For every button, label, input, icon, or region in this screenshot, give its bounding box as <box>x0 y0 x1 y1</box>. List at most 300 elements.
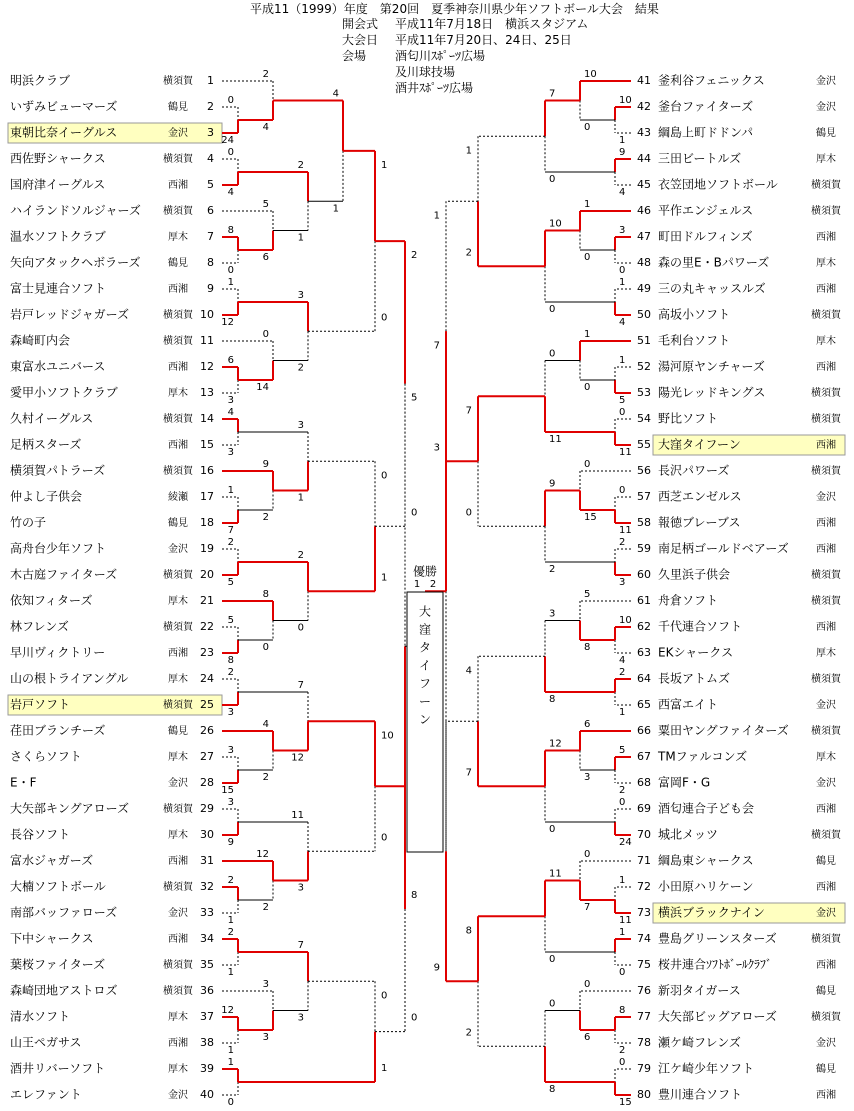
team-city: 厚木 <box>168 232 188 243</box>
score-label: 10 <box>584 69 597 80</box>
score-label: 2 <box>227 667 234 678</box>
score-label: 7 <box>584 902 591 913</box>
score-label: 24 <box>619 837 632 848</box>
team-number: 32 <box>200 880 214 893</box>
team-city: 西湘 <box>816 622 836 633</box>
team-number: 73 <box>637 906 651 919</box>
score-label: 5 <box>619 395 626 406</box>
team-number: 14 <box>200 412 214 425</box>
team-number: 21 <box>200 594 214 607</box>
score-label: 6 <box>584 719 591 730</box>
team-city: 横須賀 <box>163 570 193 581</box>
team-name: 城北メッツ <box>658 827 719 842</box>
team-number: 31 <box>200 854 214 867</box>
team-city: 横須賀 <box>811 388 841 399</box>
score-label: 8 <box>549 694 556 705</box>
team-name: 森崎町内会 <box>10 333 71 348</box>
team-city: 横須賀 <box>811 1012 841 1023</box>
score-label: 5 <box>227 577 234 588</box>
team-name: 舟倉ソフト <box>658 593 719 608</box>
score-label: 0 <box>584 252 591 263</box>
score-label: 24 <box>221 135 234 146</box>
team-name: 富士見連合ソフト <box>10 281 107 296</box>
score-label: 9 <box>619 147 626 158</box>
score-label: 3 <box>227 797 234 808</box>
team-city: 西湘 <box>816 804 836 815</box>
score-label: 3 <box>262 979 269 990</box>
team-city: 厚木 <box>168 1012 188 1023</box>
score-label: 5 <box>584 589 591 600</box>
team-name: 酒井リバーソフト <box>10 1061 106 1076</box>
score-label: 0 <box>619 265 626 276</box>
team-city: 金沢 <box>816 778 836 789</box>
team-city: 厚木 <box>168 1064 188 1075</box>
team-city: 鶴見 <box>168 726 188 737</box>
team-number: 59 <box>637 542 651 555</box>
score-label: 7 <box>297 940 304 951</box>
score-label: 1 <box>381 572 388 584</box>
score-label: 2 <box>465 247 472 259</box>
team-city: 横須賀 <box>163 466 193 477</box>
team-name: ハイランドソルジャーズ <box>10 203 141 218</box>
score-label: 2 <box>619 785 626 796</box>
team-name: 早川ヴィクトリー <box>10 645 106 660</box>
team-name: 富水ジャガーズ <box>10 853 94 868</box>
team-name: 横浜ブラックナイン <box>658 905 765 920</box>
score-label: 6 <box>262 252 269 263</box>
score-label: 4 <box>262 719 269 730</box>
team-number: 38 <box>200 1036 214 1049</box>
champion-name-char: フ <box>418 676 432 691</box>
team-name: 山王ペガサス <box>10 1035 82 1050</box>
team-city: 西湘 <box>168 284 188 295</box>
score-label: 4 <box>262 122 269 133</box>
team-name: 荏田ブランチーズ <box>10 723 106 738</box>
team-city: 厚木 <box>816 752 836 763</box>
score-label: 12 <box>549 738 562 750</box>
team-city: 横須賀 <box>163 622 193 633</box>
team-number: 27 <box>200 750 214 763</box>
score-label: 3 <box>549 608 556 620</box>
team-city: 西湘 <box>168 362 188 373</box>
team-name: 明浜クラブ <box>10 73 71 88</box>
score-label: 12 <box>221 1005 234 1016</box>
score-label: 0 <box>584 122 591 133</box>
score-label: 15 <box>221 785 234 796</box>
team-name: 江ケ崎少年ソフト <box>658 1061 755 1076</box>
score-label: 7 <box>227 525 234 536</box>
score-label: 0 <box>549 304 556 315</box>
team-city: 横須賀 <box>163 882 193 893</box>
score-label: 0 <box>227 1097 234 1108</box>
score-label: 2 <box>262 772 269 783</box>
team-number: 35 <box>200 958 214 971</box>
team-number: 61 <box>637 594 651 607</box>
score-label: 3 <box>227 707 234 718</box>
team-city: 金沢 <box>168 1090 188 1101</box>
score-label: 2 <box>227 537 234 548</box>
score-label: 1 <box>227 967 234 978</box>
score-label: 0 <box>381 470 388 482</box>
team-city: 金沢 <box>168 544 188 555</box>
team-name: 衣笠団地ソフトボール <box>658 177 778 192</box>
score-label: 2 <box>549 564 556 575</box>
champion-name-char: 大 <box>418 604 432 619</box>
score-label: 1 <box>619 355 626 366</box>
score-label: 0 <box>619 407 626 418</box>
team-name: 瀬ケ崎フレンズ <box>658 1035 741 1050</box>
score-label: 0 <box>619 967 626 978</box>
team-city: 西湘 <box>168 648 188 659</box>
score-label: 9 <box>433 962 440 974</box>
team-name: 三田ビートルズ <box>658 151 742 166</box>
team-number: 24 <box>200 672 214 685</box>
score-label: 3 <box>619 577 626 588</box>
team-city: 横須賀 <box>811 726 841 737</box>
team-name: 山の根トライアングル <box>10 671 129 686</box>
team-number: 78 <box>637 1036 651 1049</box>
team-city: 西湘 <box>816 1090 836 1101</box>
team-number: 44 <box>637 152 651 165</box>
days-label: 大会日 <box>342 33 379 47</box>
score-label: 0 <box>619 1057 626 1068</box>
team-number: 80 <box>637 1088 651 1101</box>
score-label: 7 <box>433 340 440 352</box>
team-number: 71 <box>637 854 651 867</box>
score-label: 1 <box>332 203 339 215</box>
team-name: 野比ソフト <box>658 411 719 426</box>
team-city: 西湘 <box>168 180 188 191</box>
final-score-left: 1 <box>413 579 421 590</box>
team-number: 55 <box>637 438 651 451</box>
score-label: 0 <box>584 849 591 860</box>
score-label: 8 <box>584 642 591 653</box>
score-label: 3 <box>433 442 440 454</box>
score-label: 3 <box>262 1032 269 1043</box>
team-city: 鶴見 <box>816 856 836 867</box>
score-label: 2 <box>465 1027 472 1039</box>
team-number: 30 <box>200 828 214 841</box>
score-label: 1 <box>227 1045 234 1056</box>
team-name: 釜台ファイターズ <box>658 99 754 114</box>
team-number: 45 <box>637 178 651 191</box>
team-city: 西湘 <box>816 284 836 295</box>
team-name: 大楠ソフトボール <box>10 879 106 894</box>
score-label: 10 <box>619 95 632 106</box>
team-number: 79 <box>637 1062 651 1075</box>
score-label: 6 <box>584 1032 591 1043</box>
team-number: 6 <box>207 204 214 217</box>
team-number: 41 <box>637 74 651 87</box>
score-label: 3 <box>297 420 304 431</box>
team-name: 愛甲小ソフトクラブ <box>10 385 118 400</box>
team-number: 10 <box>200 308 214 321</box>
team-city: 西湘 <box>168 440 188 451</box>
team-number: 43 <box>637 126 651 139</box>
team-city: 鶴見 <box>816 1064 836 1075</box>
team-number: 29 <box>200 802 214 815</box>
team-name: 陽光レッドキングス <box>658 385 766 400</box>
score-label: 9 <box>262 459 269 470</box>
team-name: 矢向アタックヘボラーズ <box>10 255 141 270</box>
score-label: 7 <box>465 767 472 779</box>
champion-name-char: イ <box>418 658 432 673</box>
score-label: 2 <box>297 362 304 374</box>
team-name: 報徳ブレーブス <box>658 515 741 530</box>
team-city: 横須賀 <box>163 76 193 87</box>
champion-name-char: タ <box>418 640 432 655</box>
team-number: 12 <box>200 360 214 373</box>
team-city: 横須賀 <box>163 700 193 711</box>
team-name: 平作エンジェルス <box>658 203 754 218</box>
score-label: 0 <box>584 382 591 393</box>
team-name: 長沢パワーズ <box>658 463 730 478</box>
score-label: 12 <box>221 317 234 328</box>
team-name: 豊島グリーンスターズ <box>658 931 777 946</box>
score-label: 11 <box>619 915 632 926</box>
team-number: 19 <box>200 542 214 555</box>
team-city: 横須賀 <box>163 154 193 165</box>
score-label: 14 <box>256 382 269 393</box>
score-label: 8 <box>262 589 269 600</box>
team-name: 釜利谷フェニックス <box>658 73 765 88</box>
team-name: 三の丸キャッスルズ <box>658 281 766 296</box>
team-city: 鶴見 <box>816 128 836 139</box>
team-name: 東富水ユニバース <box>10 359 106 374</box>
team-number: 42 <box>637 100 651 113</box>
team-number: 54 <box>637 412 651 425</box>
score-label: 4 <box>619 187 626 198</box>
team-city: 横須賀 <box>811 830 841 841</box>
team-name: 清水ソフト <box>10 1009 71 1024</box>
team-number: 50 <box>637 308 651 321</box>
team-city: 金沢 <box>816 76 836 87</box>
team-name: 高坂小ソフト <box>658 307 731 322</box>
score-label: 3 <box>227 447 234 458</box>
team-number: 66 <box>637 724 651 737</box>
team-number: 36 <box>200 984 214 997</box>
team-city: 厚木 <box>168 674 188 685</box>
venue-1: 酒匂川ｽﾎﾟｰﾂ広場 <box>395 49 486 63</box>
score-label: 1 <box>381 1063 388 1074</box>
score-label: 2 <box>227 875 234 886</box>
score-label: 0 <box>411 507 418 519</box>
score-label: 0 <box>619 485 626 496</box>
team-city: 西湘 <box>816 960 836 971</box>
team-name: 西富エイト <box>658 697 719 712</box>
score-label: 5 <box>227 615 234 626</box>
team-name: 長谷ソフト <box>10 827 71 842</box>
team-number: 67 <box>637 750 651 763</box>
score-label: 0 <box>381 990 388 1002</box>
team-city: 西湘 <box>816 440 836 451</box>
score-label: 1 <box>433 210 440 222</box>
team-city: 西湘 <box>816 362 836 373</box>
team-city: 厚木 <box>816 336 836 347</box>
team-city: 西湘 <box>816 232 836 243</box>
score-label: 1 <box>584 199 591 210</box>
score-label: 12 <box>256 849 269 860</box>
team-city: 西湘 <box>816 544 836 555</box>
team-name: 西芝エンゼルス <box>658 489 742 504</box>
score-label: 2 <box>262 512 269 523</box>
team-number: 63 <box>637 646 651 659</box>
score-label: 12 <box>291 752 304 764</box>
days-value: 平成11年7月20日、24日、25日 <box>395 33 572 47</box>
team-number: 2 <box>207 100 214 113</box>
team-number: 20 <box>200 568 214 581</box>
score-label: 11 <box>619 447 632 458</box>
team-name: 粟田ヤングファイターズ <box>658 723 789 738</box>
score-label: 5 <box>411 392 418 404</box>
score-label: 8 <box>465 925 472 937</box>
team-number: 58 <box>637 516 651 529</box>
score-label: 5 <box>262 199 269 210</box>
team-city: 西湘 <box>168 934 188 945</box>
team-number: 11 <box>200 334 214 347</box>
team-number: 48 <box>637 256 651 269</box>
score-label: 0 <box>227 147 234 158</box>
score-label: 0 <box>619 797 626 808</box>
score-label: 4 <box>619 317 626 328</box>
score-label: 10 <box>619 615 632 626</box>
team-number: 62 <box>637 620 651 633</box>
team-number: 68 <box>637 776 651 789</box>
team-name: いずみビューマーズ <box>10 99 118 114</box>
score-label: 8 <box>227 225 234 236</box>
team-number: 26 <box>200 724 214 737</box>
score-label: 3 <box>297 1012 304 1024</box>
team-name: 富岡F・G <box>658 775 711 790</box>
team-name: 桜井連合ｿﾌﾄﾎﾞｰﾙｸﾗﾌﾞ <box>658 957 773 972</box>
score-label: 7 <box>549 88 556 100</box>
team-number: 40 <box>200 1088 214 1101</box>
score-label: 10 <box>381 730 394 742</box>
team-city: 厚木 <box>816 648 836 659</box>
team-city: 横須賀 <box>163 804 193 815</box>
score-label: 8 <box>549 1084 556 1095</box>
team-city: 横須賀 <box>163 960 193 971</box>
team-number: 8 <box>207 256 214 269</box>
team-city: 厚木 <box>168 388 188 399</box>
score-label: 3 <box>227 745 234 756</box>
team-name: 森の里E・Bパワーズ <box>658 255 770 270</box>
score-label: 2 <box>619 537 626 548</box>
team-number: 7 <box>207 230 214 243</box>
score-label: 0 <box>381 832 388 844</box>
score-label: 0 <box>584 459 591 470</box>
score-label: 0 <box>549 824 556 835</box>
team-number: 52 <box>637 360 651 373</box>
team-name: 小田原ハリケーン <box>658 879 754 894</box>
team-city: 横須賀 <box>163 206 193 217</box>
score-label: 8 <box>619 1005 626 1016</box>
score-label: 0 <box>549 174 556 185</box>
team-number: 72 <box>637 880 651 893</box>
team-city: 西湘 <box>168 1038 188 1049</box>
team-city: 金沢 <box>168 128 188 139</box>
team-city: 金沢 <box>168 908 188 919</box>
team-city: 厚木 <box>816 258 836 269</box>
team-city: 横須賀 <box>163 310 193 321</box>
score-label: 1 <box>297 232 304 244</box>
team-number: 1 <box>207 74 214 87</box>
score-label: 0 <box>549 954 556 965</box>
team-name: E・F <box>10 775 37 790</box>
score-label: 0 <box>411 1012 418 1024</box>
team-name: 木古庭ファイターズ <box>10 567 118 582</box>
score-label: 1 <box>465 145 472 157</box>
score-label: 3 <box>584 772 591 783</box>
score-label: 2 <box>411 250 418 262</box>
score-label: 15 <box>619 1097 632 1108</box>
team-number: 15 <box>200 438 214 451</box>
score-label: 6 <box>227 355 234 366</box>
score-label: 2 <box>619 667 626 678</box>
team-name: 大矢部キングアローズ <box>10 801 130 816</box>
team-name: 毛利台ソフト <box>658 333 731 348</box>
team-number: 51 <box>637 334 651 347</box>
team-number: 76 <box>637 984 651 997</box>
score-label: 2 <box>262 69 269 80</box>
team-number: 60 <box>637 568 651 581</box>
score-label: 4 <box>619 655 626 666</box>
score-label: 1 <box>381 159 388 171</box>
final-score-right: 2 <box>429 579 437 590</box>
score-label: 1 <box>227 915 234 926</box>
score-label: 15 <box>584 512 597 523</box>
score-label: 0 <box>584 979 591 990</box>
champion-name-char: ン <box>418 712 432 727</box>
team-city: 横須賀 <box>811 466 841 477</box>
score-label: 1 <box>619 927 626 938</box>
team-number: 17 <box>200 490 214 503</box>
score-label: 11 <box>619 525 632 536</box>
venue-2: 及川球技場 <box>395 65 456 79</box>
score-label: 0 <box>262 329 269 340</box>
venue-label: 会場 <box>342 49 367 63</box>
team-number: 56 <box>637 464 651 477</box>
team-city: 西湘 <box>168 856 188 867</box>
score-label: 7 <box>465 405 472 417</box>
score-label: 1 <box>227 1057 234 1068</box>
score-label: 0 <box>262 642 269 653</box>
team-city: 金沢 <box>816 908 836 919</box>
team-city: 西湘 <box>816 518 836 529</box>
tournament-title: 平成11（1999）年度 第20回 夏季神奈川県少年ソフトボール大会 結果 <box>250 2 659 16</box>
team-city: 横須賀 <box>811 934 841 945</box>
team-city: 横須賀 <box>163 336 193 347</box>
score-label: 0 <box>297 622 304 634</box>
team-number: 64 <box>637 672 651 685</box>
score-label: 1 <box>619 875 626 886</box>
team-name: 仲よし子供会 <box>10 489 83 504</box>
team-name: 大矢部ビッグアローズ <box>658 1009 777 1024</box>
team-city: 横須賀 <box>811 180 841 191</box>
score-label: 1 <box>619 277 626 288</box>
team-city: 鶴見 <box>168 258 188 269</box>
team-number: 25 <box>200 698 214 711</box>
team-city: 厚木 <box>168 596 188 607</box>
team-number: 74 <box>637 932 651 945</box>
score-label: 3 <box>297 290 304 301</box>
team-name: 林フレンズ <box>10 619 69 634</box>
team-city: 厚木 <box>168 752 188 763</box>
team-number: 70 <box>637 828 651 841</box>
team-name: 国府津イーグルス <box>10 177 106 192</box>
team-city: 横須賀 <box>811 206 841 217</box>
team-name: 足柄スターズ <box>10 437 82 452</box>
